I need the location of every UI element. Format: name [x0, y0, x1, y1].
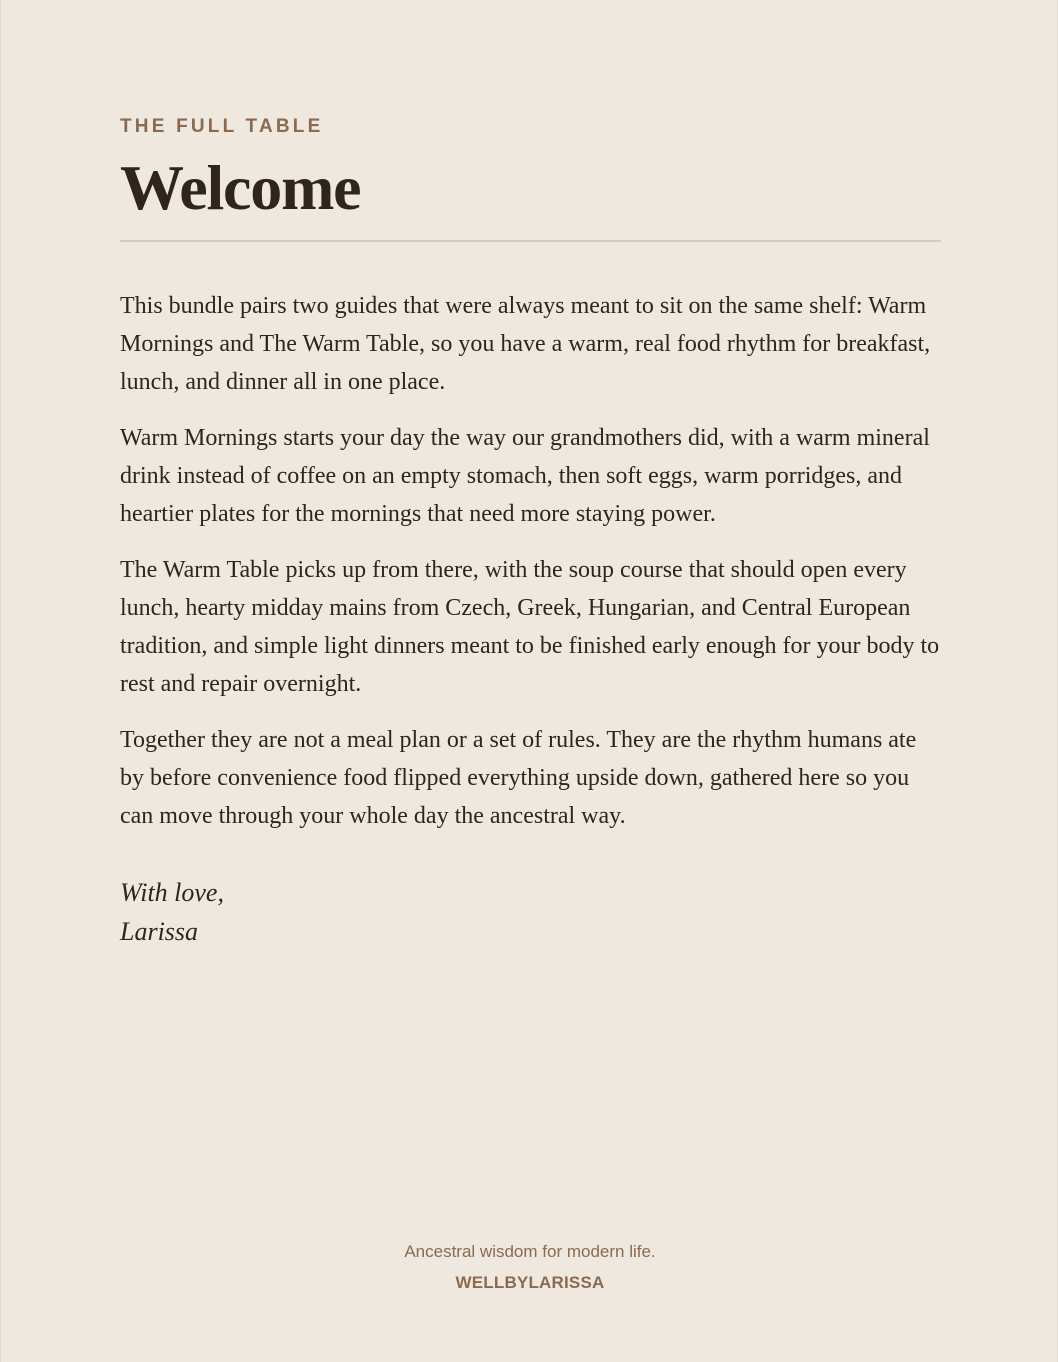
page-title: Welcome — [120, 152, 361, 223]
body-paragraph-3: The Warm Table picks up from there, with the soup course that should open every lunch, hearty midday mains from Czech, Greek, Hungarian, and Central European tradition, and simple light dinners meant to be finished early enough for your body to rest and repair overnight. — [120, 557, 940, 697]
footer-tagline: Ancestral wisdom for modern life. — [404, 1242, 656, 1261]
body-paragraph-2: Warm Mornings starts your day the way our grandmothers did, with a warm mineral drink instead of coffee on an empty stomach, then soft eggs, warm porridges, and heartier plates for the mornings that need more staying power. — [120, 425, 930, 527]
signoff-name: Larissa — [120, 917, 199, 946]
signoff-closing: With love, — [120, 878, 224, 907]
page-footer — [1, 1238, 1058, 1297]
signoff — [120, 873, 941, 951]
welcome-body — [120, 287, 941, 835]
page-content — [120, 114, 941, 951]
section-eyebrow: THE FULL TABLE — [120, 116, 324, 137]
footer-brand: WELLBYLARISSA — [455, 1273, 605, 1292]
body-paragraph-1: This bundle pairs two guides that were always meant to sit on the same shelf: Warm Mornings and The Warm Table, so you have a warm, real food rhythm for breakfast, lunch, and dinner all in one place. — [120, 293, 931, 395]
body-paragraph-4: Together they are not a meal plan or a set of rules. They are the rhythm humans ate by before convenience food flipped everything upside down, gathered here so you can move through your whole day the ancestral way. — [120, 727, 917, 829]
title-divider — [120, 240, 941, 242]
